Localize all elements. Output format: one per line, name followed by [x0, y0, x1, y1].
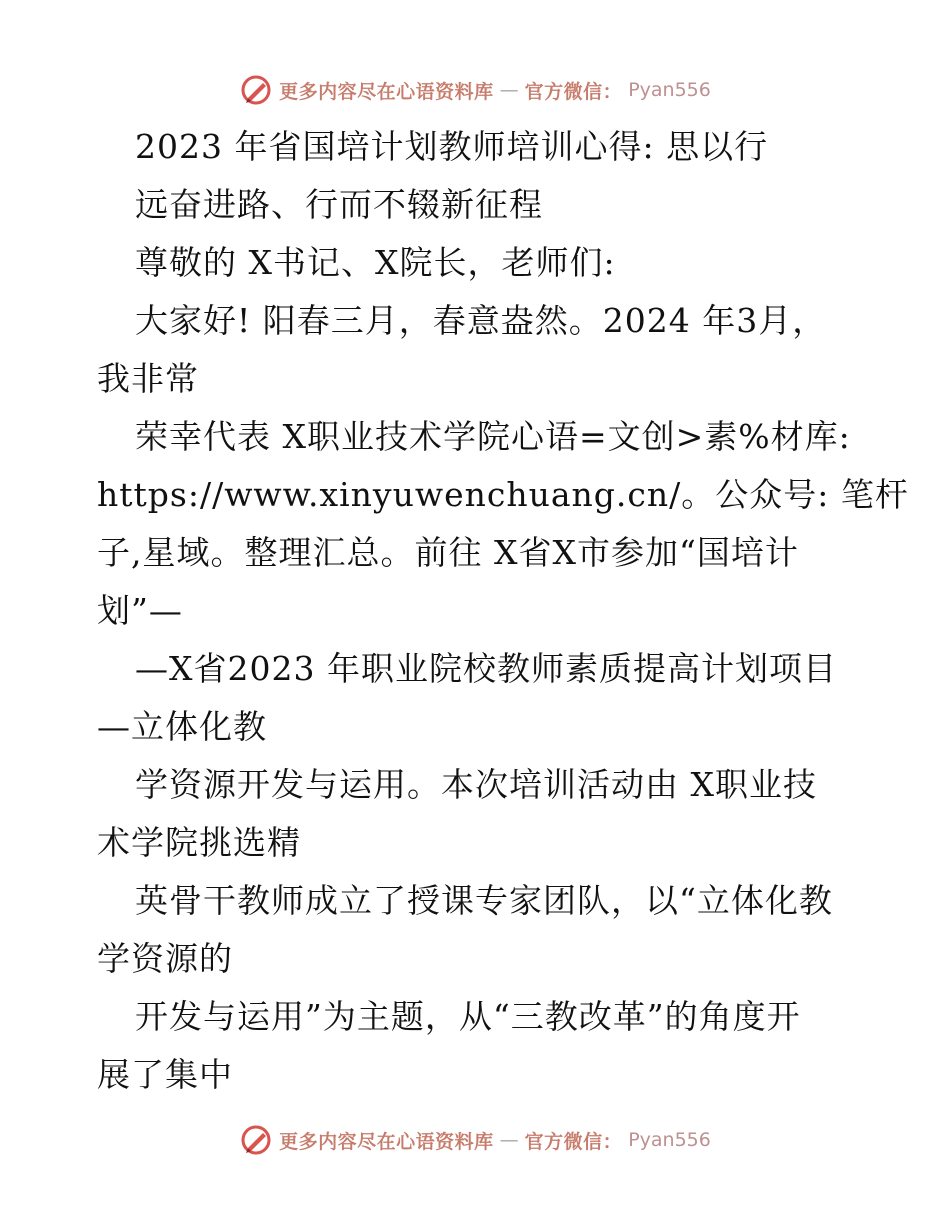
footer-watermark — [0, 1120, 950, 1160]
text-line: 学资源开发与运用。本次培训活动由 X职业技 — [135, 765, 817, 804]
watermark-separator: — — [499, 79, 519, 101]
watermark-separator: — — [499, 1129, 519, 1151]
watermark-brand: 更多内容尽在心语资料库 — [279, 1130, 494, 1153]
text-line: 展了集中 — [97, 1055, 233, 1094]
pen-logo-icon — [239, 1123, 273, 1157]
text-line: 尊敬的 X书记、X院长，老师们: — [135, 243, 616, 282]
text-line: 我非常 — [97, 359, 199, 398]
text-line: https://www.xinyuwenchuang.cn/。公众号: 笔杆 — [97, 475, 909, 514]
watermark-brand: 更多内容尽在心语资料库 — [279, 80, 494, 103]
text-line: 2023 年省国培计划教师培训心得: 思以行 — [135, 127, 769, 166]
text-line: 开发与运用”为主题，从“三教改革”的角度开 — [135, 997, 801, 1036]
header-watermark — [0, 70, 950, 110]
pen-logo-icon — [239, 73, 273, 107]
watermark-label: 官方微信： — [524, 1130, 623, 1153]
text-line: 大家好! 阳春三月，春意盎然。2024 年3月， — [135, 301, 827, 340]
text-line: 学资源的 — [97, 939, 233, 978]
text-line: 远奋进路、行而不辍新征程 — [135, 185, 543, 224]
watermark-wechat-id: Pyan556 — [628, 1129, 711, 1151]
document-body — [97, 118, 909, 1104]
watermark-wechat-id: Pyan556 — [628, 79, 711, 101]
text-line: 术学院挑选精 — [97, 823, 301, 862]
text-line: —X省2023 年职业院校教师素质提高计划项目 — [135, 649, 837, 688]
watermark-label: 官方微信： — [524, 80, 623, 103]
text-line: 子,星域。整理汇总。前往 X省X市参加“国培计 — [97, 533, 799, 572]
text-line: 英骨干教师成立了授课专家团队，以“立体化教 — [135, 881, 833, 920]
text-line: 划”— — [97, 591, 183, 630]
text-line: 荣幸代表 X职业技术学院心语=文创>素%材库: — [135, 417, 851, 456]
text-line: —立体化教 — [97, 707, 267, 746]
